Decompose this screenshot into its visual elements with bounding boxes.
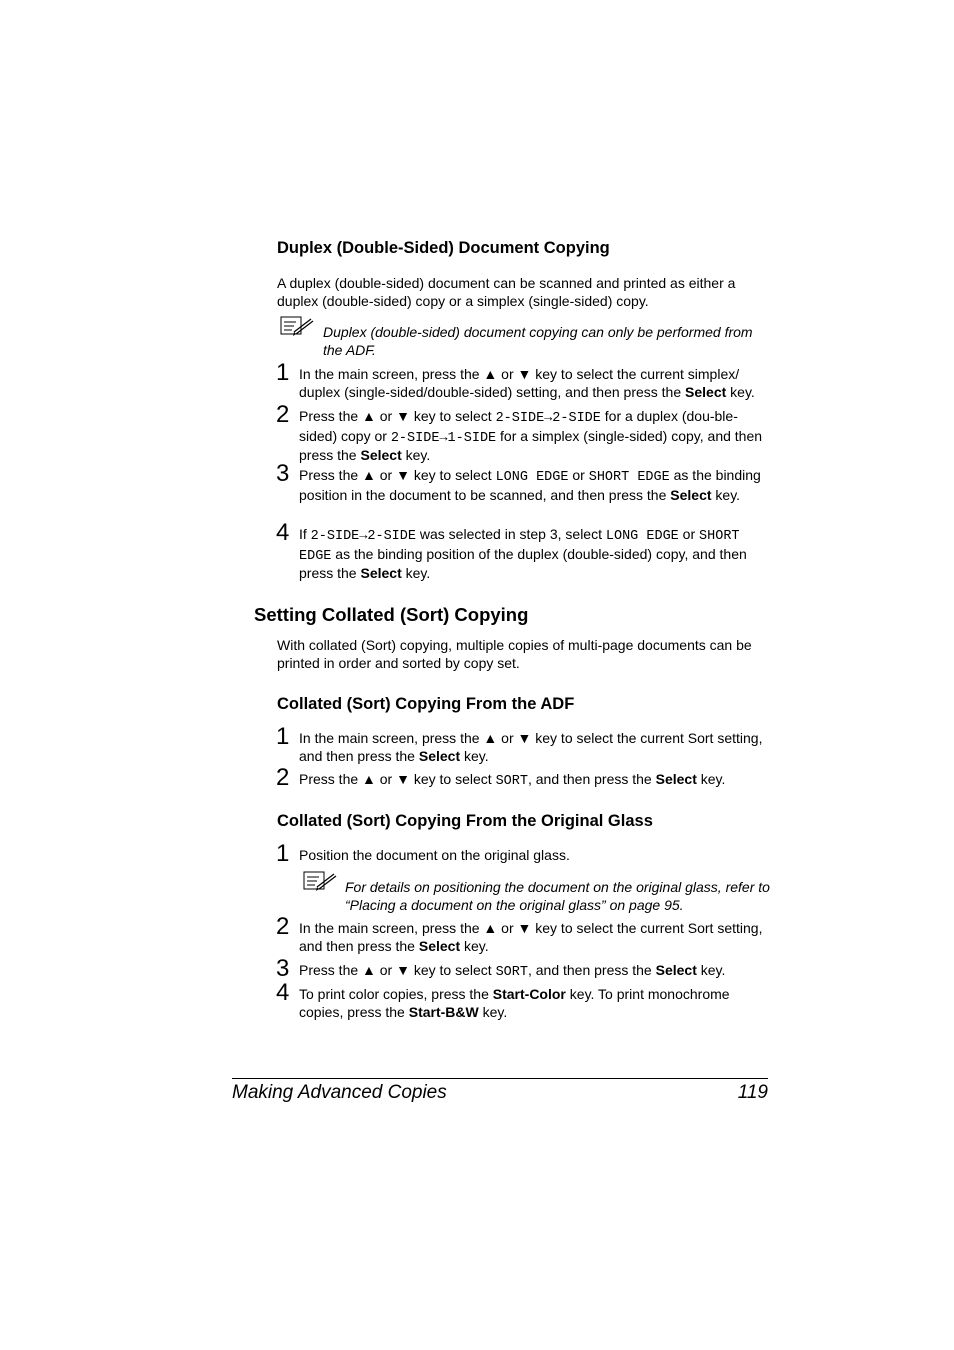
step-number: 1 [276, 359, 290, 386]
step-text: Press the ▲ or ▼ key to select SORT, and then press the Select key. [299, 771, 726, 789]
step-text: In the main screen, press the ▲ or ▼ key to select the current Sort setting, and then press the Select key. [299, 920, 763, 954]
step-number: 2 [276, 401, 290, 428]
collated-heading: Setting Collated (Sort) Copying [254, 604, 529, 625]
step-number: 4 [276, 979, 290, 1006]
duplex-heading: Duplex (Double-Sided) Document Copying [277, 239, 610, 257]
duplex-note-text: Duplex (double-sided) document copying can only be performed from the ADF. [323, 324, 753, 358]
collated-intro: With collated (Sort) copying, multiple copies of multi-page documents can be printed in order and sorted by copy set. [277, 637, 752, 671]
step-text: Press the ▲ or ▼ key to select LONG EDGE or SHORT EDGE as the binding position in the document to be scanned, and then press the Select key. [299, 467, 761, 503]
step-text: In the main screen, press the ▲ or ▼ key to select the current simplex/ duplex (single-sided/double-sided) setting, and then press the Select key. [299, 366, 755, 400]
step-number: 1 [276, 723, 290, 750]
step-number: 2 [276, 913, 290, 940]
step-text: If 2-SIDE→2-SIDE was selected in step 3, select LONG EDGE or SHORT EDGE as the binding position of the duplex (double-sided) copy, and then press the Select key. [299, 526, 747, 581]
step-number: 3 [276, 955, 290, 982]
page-number: 119 [737, 1082, 768, 1103]
step-text: Position the document on the original glass. [299, 847, 570, 863]
step-number: 3 [276, 460, 290, 487]
step-number: 2 [276, 764, 290, 791]
glass-note-text: For details on positioning the document on the original glass, refer to “Placing a document on the original glass” on page 95. [345, 879, 770, 913]
footer-title: Making Advanced Copies [232, 1082, 447, 1103]
note-pencil-icon [280, 315, 314, 337]
step-text: Press the ▲ or ▼ key to select SORT, and then press the Select key. [299, 962, 726, 980]
step-number: 4 [276, 519, 290, 546]
step-number: 1 [276, 840, 290, 867]
step-text: Press the ▲ or ▼ key to select 2-SIDE→2-SIDE for a duplex (dou-ble-sided) copy or 2-SIDE→1-SIDE for a simplex (single-sided) copy, and then press the Select key. [299, 408, 763, 463]
footer-rule [232, 1078, 768, 1079]
step-text: To print color copies, press the Start-Color key. To print monochrome copies, press the Start-B&W key. [299, 986, 730, 1020]
note-pencil-icon [303, 870, 337, 892]
step-text: In the main screen, press the ▲ or ▼ key to select the current Sort setting, and then press the Select key. [299, 730, 763, 764]
glass-heading: Collated (Sort) Copying From the Original Glass [277, 812, 653, 830]
duplex-intro: A duplex (double-sided) document can be scanned and printed as either a duplex (double-sided) copy or a simplex (single-sided) copy. [277, 275, 736, 309]
adf-heading: Collated (Sort) Copying From the ADF [277, 695, 575, 713]
